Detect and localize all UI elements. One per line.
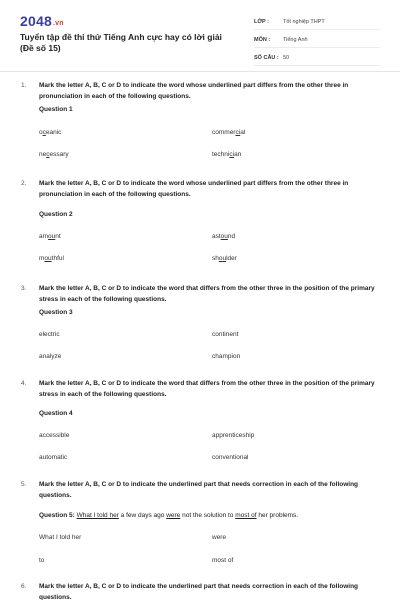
question-number: 4. <box>21 380 27 387</box>
exam-meta <box>254 14 380 68</box>
option-b[interactable]: apprenticeship <box>212 432 255 439</box>
option-d[interactable]: most of <box>212 557 234 564</box>
question-label <box>39 512 298 519</box>
meta-row-count <box>254 50 380 66</box>
option-text: commer <box>212 129 236 136</box>
option-c[interactable]: to <box>39 557 45 564</box>
option-a[interactable] <box>39 129 61 136</box>
stem-underlined: were <box>166 512 181 519</box>
option-text: essary <box>49 151 69 158</box>
option-c[interactable] <box>39 151 69 158</box>
question-instruction: Mark the letter A, B, C or D to indicate the word that differs from the other three in the position of the primary stress in each of the following questions. <box>39 380 375 398</box>
option-text: am <box>39 233 49 240</box>
meta-label: MÔN : <box>254 36 271 43</box>
option-underlined: ou <box>218 255 227 262</box>
meta-value: Tốt nghiệp THPT <box>283 18 325 25</box>
option-text: sh <box>212 255 219 262</box>
option-a[interactable] <box>39 233 61 240</box>
logo-suffix: .vn <box>52 20 64 27</box>
option-c[interactable]: analyze <box>39 353 62 360</box>
stem-text: not the solution to <box>180 512 236 519</box>
option-text: m <box>39 255 45 262</box>
option-underlined: c <box>42 129 46 136</box>
option-d[interactable] <box>212 255 237 262</box>
option-c[interactable] <box>39 255 64 262</box>
option-underlined: ou <box>220 233 228 240</box>
stem-text: her problems. <box>256 512 299 519</box>
option-text: ast <box>212 233 221 240</box>
question-label: Question 2 <box>39 211 73 218</box>
option-text: eanic <box>45 129 62 136</box>
option-underlined: ou <box>44 255 52 262</box>
question-number: 2. <box>21 180 27 187</box>
option-d[interactable] <box>212 151 241 158</box>
logo-main: 2048 <box>20 13 52 29</box>
option-text: an <box>234 151 242 158</box>
question-number: 5. <box>21 481 27 488</box>
option-b[interactable]: continent <box>212 331 239 338</box>
option-underlined: ci <box>235 129 241 136</box>
option-underlined: ci <box>229 151 235 158</box>
meta-row-subject <box>254 32 380 48</box>
site-logo[interactable] <box>20 13 64 29</box>
option-a[interactable]: electric <box>39 331 60 338</box>
option-c[interactable]: automatic <box>39 454 68 461</box>
question-label: Question 1 <box>39 106 73 113</box>
meta-label: LỚP : <box>254 18 269 25</box>
question-number: 6. <box>21 583 27 590</box>
page-header <box>0 0 400 72</box>
stem-underlined: most of <box>235 512 257 519</box>
option-text: nt <box>55 233 61 240</box>
meta-label: SỐ CÂU : <box>254 54 279 61</box>
option-underlined: ou <box>48 233 56 240</box>
question-label: Question 3 <box>39 309 73 316</box>
stem-underlined: What I told her <box>76 512 119 519</box>
question-instruction: Mark the letter A, B, C or D to indicate the word whose underlined part differs from the other three in pronunciation in each of the following questions. <box>39 180 349 198</box>
question-instruction: Mark the letter A, B, C or D to indicate the word that differs from the other three in the position of the primary stress in each of the following questions. <box>39 285 375 303</box>
meta-value: Tiếng Anh <box>283 36 308 43</box>
option-text: techni <box>212 151 230 158</box>
meta-value: 50 <box>283 54 290 61</box>
question-stem <box>77 512 299 519</box>
exam-title: Tuyển tập đề thi thử Tiếng Anh cực hay có lời giải (Đề số 15) <box>20 32 222 53</box>
option-text: al <box>240 129 246 136</box>
meta-row-grade <box>254 14 380 30</box>
question-number: 3. <box>21 285 27 292</box>
option-d[interactable]: conventional <box>212 454 249 461</box>
question-instruction: Mark the letter A, B, C or D to indicate the word whose underlined part differs from the other three in pronunciation in each of the following questions. <box>39 82 349 100</box>
option-text: ne <box>39 151 47 158</box>
question-instruction: Mark the letter A, B, C or D to indicate the underlined part that needs correction in each of the following questions. <box>39 583 359 600</box>
option-text: nd <box>227 233 236 240</box>
question-instruction: Mark the letter A, B, C or D to indicate the underlined part that needs correction in each of the following questions. <box>39 481 359 499</box>
question-label: Question 4 <box>39 410 73 417</box>
option-b[interactable] <box>212 129 245 136</box>
option-text: thful <box>51 255 64 262</box>
option-a[interactable]: What I told her <box>39 534 82 541</box>
question-label-text: Question 5: <box>39 512 75 519</box>
option-a[interactable]: accessible <box>39 432 70 439</box>
option-b[interactable]: were <box>212 534 227 541</box>
question-number: 1. <box>21 82 27 89</box>
option-b[interactable] <box>212 233 235 240</box>
stem-text: a few days ago <box>118 512 167 519</box>
option-underlined: c <box>46 151 50 158</box>
option-text: lder <box>226 255 237 262</box>
option-text: o <box>39 129 43 136</box>
option-d[interactable]: champion <box>212 353 241 360</box>
